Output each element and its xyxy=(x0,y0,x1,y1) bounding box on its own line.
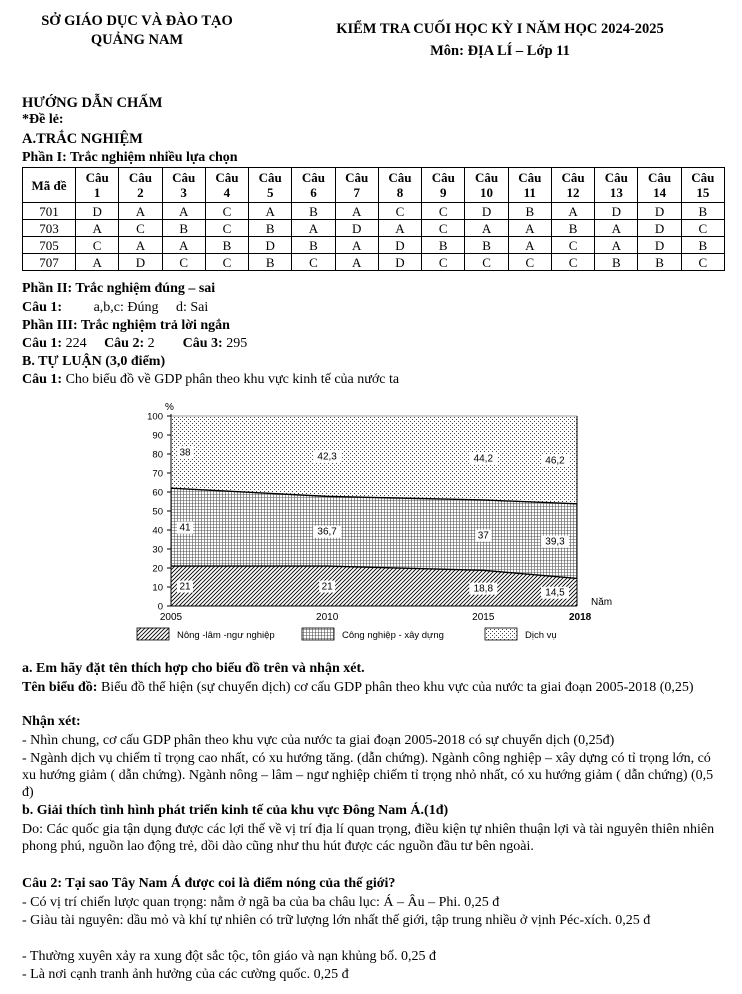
question-number: 8 xyxy=(396,185,404,200)
question-header xyxy=(119,168,162,203)
data-label: 18,8 xyxy=(473,583,494,595)
question-number: 12 xyxy=(566,185,580,200)
question-number: 15 xyxy=(696,185,710,200)
question-header xyxy=(465,168,508,203)
data-label: 14,5 xyxy=(545,587,565,599)
answer-cell: D xyxy=(119,254,162,271)
question-number: 14 xyxy=(653,185,667,200)
remark-1: - Nhìn chung, cơ cấu GDP phân theo khu vực của nước ta giai đoạn 2005-2018 có sự chuyển dịch (0,25đ) xyxy=(22,733,615,748)
answer-cell: A xyxy=(335,254,378,271)
data-label: 38 xyxy=(179,447,191,459)
part3-q1-value: 224 xyxy=(62,336,87,351)
answer-key-table xyxy=(22,167,725,271)
question-header xyxy=(205,168,248,203)
table-row xyxy=(23,220,725,237)
question-header xyxy=(378,168,421,203)
section-a-title: A.TRẮC NGHIỆM xyxy=(22,131,143,147)
answer-cell: C xyxy=(681,254,724,271)
code-header: Mã đề xyxy=(23,168,76,203)
answer-cell: C xyxy=(422,254,465,271)
part3-q2-value: 2 xyxy=(144,336,155,351)
y-tick-label: 60 xyxy=(152,487,163,499)
question-header xyxy=(551,168,594,203)
answer-cell: A xyxy=(76,220,119,237)
y-tick-label: 30 xyxy=(152,544,163,556)
question-word: Câu xyxy=(648,170,672,185)
part-b-text: Do: Các quốc gia tận dụng được các lợi thế về vị trí địa lí quan trọng, điều kiện tự nhiên thuận lợi và tài nguyên thiên nhiên phong phú, nguồn lao động trẻ, dồi dào cũng như thu hút được các nguồn đầu tư bên ngoài. xyxy=(22,822,715,854)
part2-title: Phần II: Trắc nghiệm đúng – sai xyxy=(22,281,216,296)
question-word: Câu xyxy=(474,170,499,185)
answer-cell: D xyxy=(249,237,292,254)
answer-cell: A xyxy=(119,237,162,254)
x-tick-label: 2010 xyxy=(316,612,339,623)
answer-cell: C xyxy=(119,220,162,237)
question-number: 2 xyxy=(137,185,144,200)
answer-cell: C xyxy=(292,254,335,271)
exam-title: KIỂM TRA CUỐI HỌC KỲ I NĂM HỌC 2024-2025 xyxy=(336,21,664,37)
table-row xyxy=(23,254,725,271)
answer-cell: B xyxy=(465,237,508,254)
answer-cell: A xyxy=(292,220,335,237)
part3-q1-label: Câu 1: xyxy=(22,336,63,351)
data-label: 42,3 xyxy=(317,451,337,463)
question-word: Câu xyxy=(604,170,628,185)
q2-point-2: - Giàu tài nguyên: dầu mỏ và khí tự nhiên có trữ lượng lớn nhất thế giới, tập trung nhiều ở vịnh Péc-xích. 0,25 đ xyxy=(22,913,651,928)
question-word: Câu xyxy=(431,170,455,185)
answer-cell: B xyxy=(638,254,681,271)
part1-title: Phần I: Trắc nghiệm nhiều lựa chọn xyxy=(22,150,238,165)
answer-cell: C xyxy=(76,237,119,254)
answer-cell: A xyxy=(508,237,551,254)
data-label: 21 xyxy=(321,581,333,593)
answer-cell: A xyxy=(465,220,508,237)
question-number: 6 xyxy=(310,185,317,200)
question-word: Câu xyxy=(561,170,585,185)
answer-cell: C xyxy=(162,254,205,271)
data-label: 21 xyxy=(179,581,191,593)
question-word: Câu xyxy=(691,170,715,185)
guide-title: HƯỚNG DẪN CHẤM xyxy=(22,95,163,111)
x-tick-label: 2015 xyxy=(472,612,495,623)
question-word: Câu xyxy=(215,170,239,185)
answer-cell: B xyxy=(292,203,335,220)
question-word: Câu xyxy=(345,170,369,185)
answer-cell: C xyxy=(422,203,465,220)
part2-answer: a,b,c: Đúng d: Sai xyxy=(93,300,209,315)
question-header xyxy=(595,168,638,203)
question-number: 1 xyxy=(93,185,101,200)
answer-cell: B xyxy=(551,220,594,237)
department-name: SỞ GIÁO DỤC VÀ ĐÀO TẠO xyxy=(41,13,233,29)
question-header xyxy=(162,168,205,203)
data-label: 36,7 xyxy=(317,526,337,538)
question-number: 13 xyxy=(609,185,623,200)
question-word: Câu xyxy=(172,170,196,185)
answer-cell: C xyxy=(205,254,248,271)
q2-point-1: - Có vị trí chiến lược quan trọng: nằm ở ngã ba của ba châu lục: Á – Âu – Phi. 0,25 đ xyxy=(22,895,500,910)
essay-q1-line xyxy=(22,372,399,388)
answer-cell: C xyxy=(205,220,248,237)
y-tick-label: 20 xyxy=(152,563,163,575)
legend-swatch xyxy=(302,628,334,640)
question-number: 3 xyxy=(180,185,187,200)
x-tick-label: 2018 xyxy=(569,612,592,623)
section-b-title: B. TỰ LUẬN (3,0 điểm) xyxy=(22,354,166,369)
province-name: QUẢNG NAM xyxy=(90,32,184,48)
question-header xyxy=(508,168,551,203)
exam-code-cell: 707 xyxy=(23,254,76,271)
legend-label: Dịch vụ xyxy=(525,630,557,641)
legend-swatch xyxy=(137,628,169,640)
essay-q1-text: Cho biểu đồ về GDP phân theo khu vực kinh tế của nước ta xyxy=(62,372,400,387)
answer-cell: D xyxy=(638,220,681,237)
legend-label: Nông -lâm -ngư nghiệp xyxy=(177,630,275,641)
answer-cell: C xyxy=(378,203,421,220)
question-word: Câu xyxy=(85,170,109,185)
question-word: Câu xyxy=(301,170,326,185)
part3-q3-value: 295 xyxy=(222,336,248,351)
question-number: 4 xyxy=(223,185,231,200)
answer-cell: A xyxy=(249,203,292,220)
q2-point-3: - Thường xuyên xảy ra xung đột sắc tộc, tôn giáo và nạn khủng bố. 0,25 đ xyxy=(22,949,437,964)
part3-q2-label: Câu 2: xyxy=(104,336,145,351)
chart-name-paragraph xyxy=(22,679,727,696)
answer-cell: D xyxy=(378,254,421,271)
exam-code-cell: 701 xyxy=(23,203,76,220)
answer-cell: D xyxy=(378,237,421,254)
question-word: Câu xyxy=(518,170,542,185)
answer-cell: D xyxy=(595,203,638,220)
chart-name-text: Biểu đồ thể hiện (sự chuyển dịch) cơ cấu GDP phân theo khu vực của nước ta giai đoạn 2005-2018 (0,25) xyxy=(97,680,694,695)
question-number: 9 xyxy=(440,185,447,200)
question-header xyxy=(681,168,724,203)
y-tick-label: 0 xyxy=(157,601,163,613)
exam-header xyxy=(290,18,710,62)
question-number: 5 xyxy=(266,185,274,200)
question-header xyxy=(638,168,681,203)
remarks-title: Nhận xét: xyxy=(22,714,81,729)
question-header xyxy=(292,168,335,203)
answer-cell: B xyxy=(162,220,205,237)
part3-answers xyxy=(22,336,247,352)
answer-cell: C xyxy=(205,203,248,220)
exam-code-cell: 705 xyxy=(23,237,76,254)
data-label: 46,2 xyxy=(545,455,565,467)
de-le-label: *Đề lẻ: xyxy=(22,112,64,127)
answer-cell: C xyxy=(551,237,594,254)
y-axis-label: % xyxy=(165,402,174,413)
y-tick-label: 10 xyxy=(152,582,163,594)
x-tick-label: 2005 xyxy=(159,612,183,623)
answer-cell: A xyxy=(378,220,421,237)
exam-code-cell: 703 xyxy=(23,220,76,237)
answer-cell: C xyxy=(422,220,465,237)
answer-cell: A xyxy=(76,254,119,271)
answer-cell: A xyxy=(595,220,638,237)
answer-cell: A xyxy=(335,203,378,220)
part2-answer-line xyxy=(22,300,208,316)
question-number: 11 xyxy=(523,185,536,200)
essay-q1-label: Câu 1: xyxy=(22,372,63,387)
gdp-structure-chart xyxy=(135,398,635,656)
answer-cell: B xyxy=(422,237,465,254)
answer-cell: C xyxy=(681,220,724,237)
answer-cell: B xyxy=(681,203,724,220)
table-header-row xyxy=(23,168,725,203)
exam-subject: Môn: ĐỊA LÍ – Lớp 11 xyxy=(430,43,570,59)
chart-name-label: Tên biểu đồ: xyxy=(22,680,98,695)
y-tick-label: 70 xyxy=(152,468,163,480)
y-tick-label: 90 xyxy=(152,430,163,442)
answer-cell: A xyxy=(335,237,378,254)
table-row xyxy=(23,203,725,220)
legend-swatch xyxy=(485,628,517,640)
data-label: 44,2 xyxy=(473,453,494,465)
data-label: 39,3 xyxy=(545,536,565,548)
answer-cell: B xyxy=(249,220,292,237)
q2-title: Câu 2: Tại sao Tây Nam Á được coi là điểm nóng của thế giới? xyxy=(22,876,396,891)
services-area xyxy=(171,416,577,504)
x-axis-label: Năm xyxy=(591,597,613,608)
answer-cell: B xyxy=(205,237,248,254)
table-row xyxy=(23,237,725,254)
question-word: Câu xyxy=(128,170,152,185)
question-header xyxy=(76,168,119,203)
remark-2: - Ngành dịch vụ chiếm tỉ trọng cao nhất, có xu hướng tăng. (dẫn chứng). Ngành công nghiệp – xây dựng có tỉ trọng lớn, có xu hướng giảm ( dẫn chứng). Ngành nông – lâm – ngư nghiệp chiếm tỉ trọng nhỏ nhất, có xu hướng giảm ( dẫn chứng) (0,5 đ) xyxy=(22,751,714,800)
question-header xyxy=(249,168,292,203)
part-b-title: b. Giải thích tình hình phát triển kinh tế của khu vực Đông Nam Á.(1đ) xyxy=(22,803,449,818)
y-tick-label: 40 xyxy=(152,525,163,537)
question-number: 10 xyxy=(480,185,494,200)
answer-cell: A xyxy=(119,203,162,220)
data-label: 41 xyxy=(179,522,191,534)
part2-question-label: Câu 1: xyxy=(22,300,63,315)
answer-cell: D xyxy=(638,203,681,220)
question-header xyxy=(422,168,465,203)
answer-cell: D xyxy=(465,203,508,220)
legend-label: Công nghiệp - xây dựng xyxy=(342,630,444,641)
y-tick-label: 50 xyxy=(152,506,163,518)
data-label: 37 xyxy=(477,530,489,542)
department-header xyxy=(22,12,252,50)
answer-cell: B xyxy=(508,203,551,220)
part-a-title: a. Em hãy đặt tên thích hợp cho biểu đồ trên và nhận xét. xyxy=(22,661,365,676)
answer-cell: C xyxy=(465,254,508,271)
answer-cell: B xyxy=(292,237,335,254)
answer-cell: C xyxy=(551,254,594,271)
answer-cell: A xyxy=(162,237,205,254)
q2-point-4: - Là nơi cạnh tranh ảnh hưởng của các cường quốc. 0,25 đ xyxy=(22,967,349,982)
answer-cell: C xyxy=(508,254,551,271)
part3-q3-label: Câu 3: xyxy=(182,336,223,351)
question-number: 7 xyxy=(353,185,360,200)
answer-cell: D xyxy=(638,237,681,254)
answer-cell: A xyxy=(595,237,638,254)
question-word: Câu xyxy=(258,170,282,185)
answer-cell: D xyxy=(335,220,378,237)
answer-cell: B xyxy=(595,254,638,271)
answer-cell: B xyxy=(681,237,724,254)
y-tick-label: 80 xyxy=(152,449,163,461)
answer-cell: A xyxy=(162,203,205,220)
answer-cell: A xyxy=(551,203,594,220)
answer-cell: A xyxy=(508,220,551,237)
question-header xyxy=(335,168,378,203)
part3-title: Phần III: Trắc nghiệm trả lời ngắn xyxy=(22,318,230,333)
answer-cell: D xyxy=(76,203,119,220)
answer-cell: B xyxy=(249,254,292,271)
question-word: Câu xyxy=(388,170,412,185)
y-tick-label: 100 xyxy=(147,411,163,423)
